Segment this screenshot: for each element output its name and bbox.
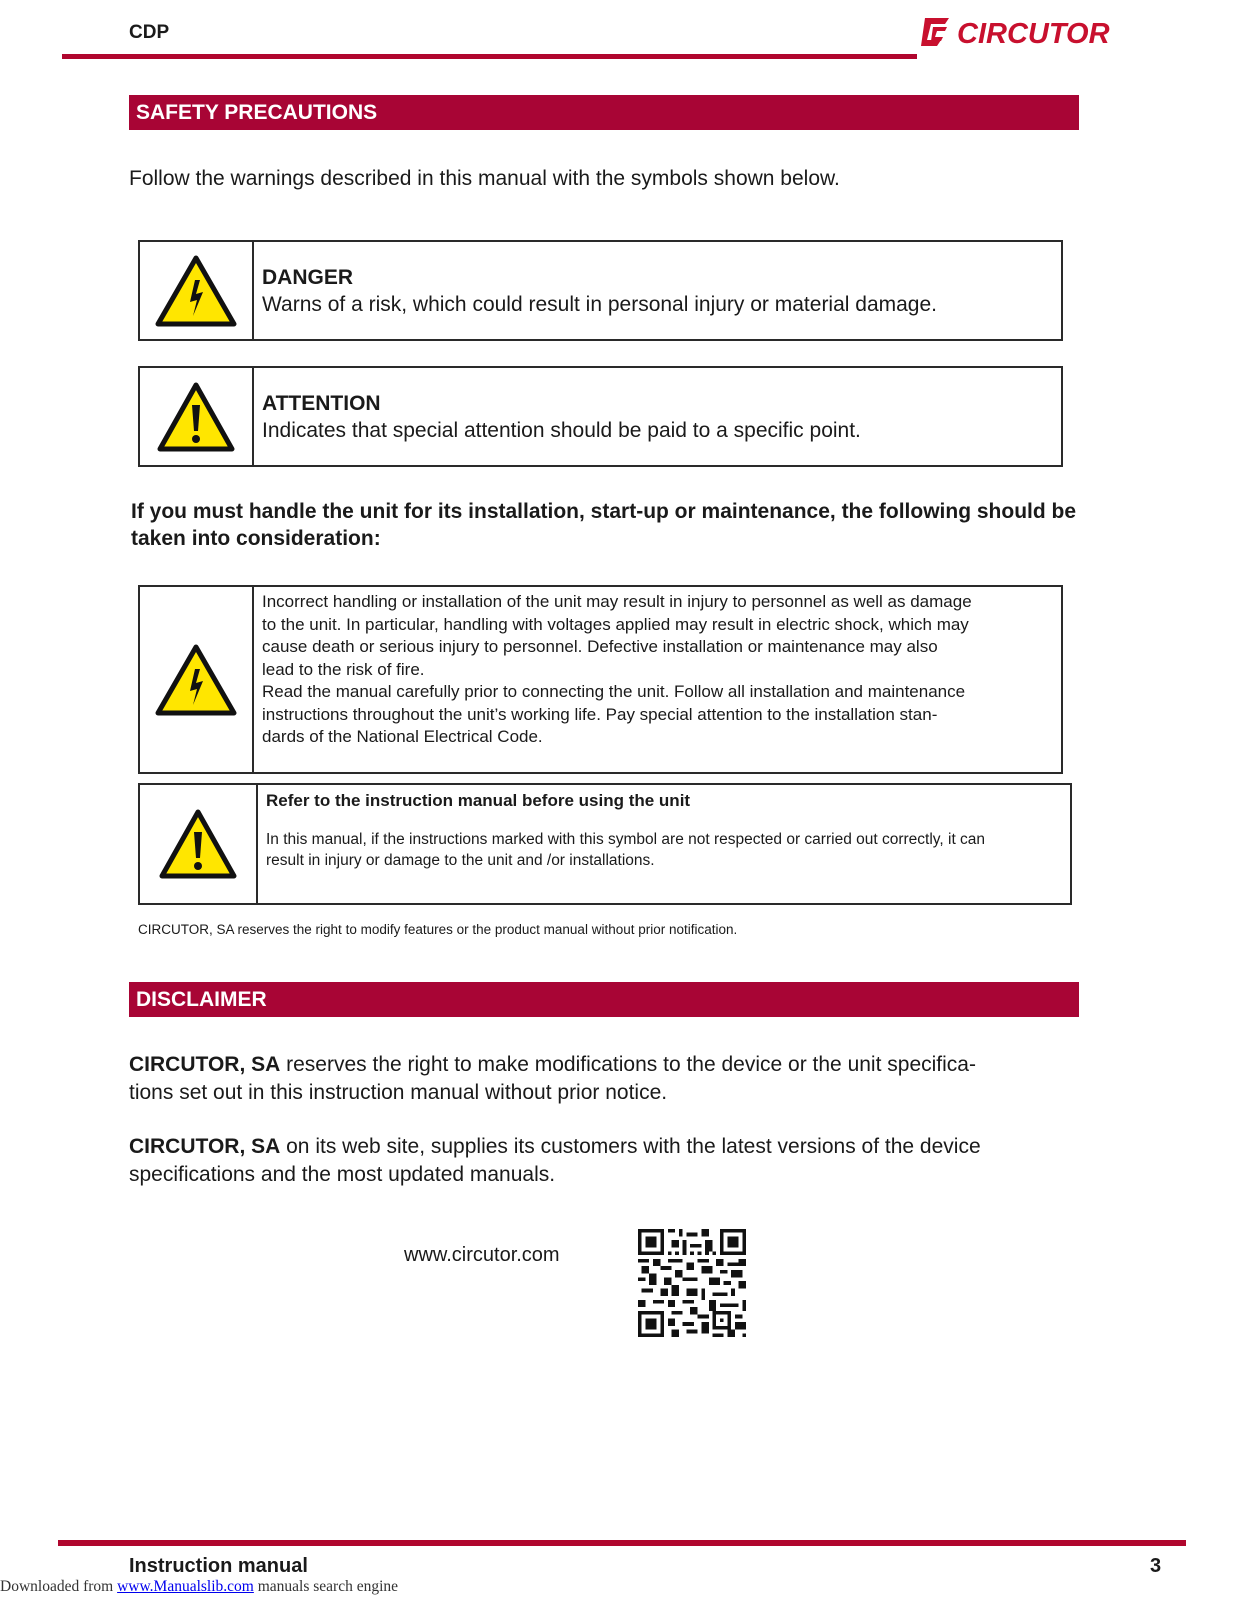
section-heading-safety: SAFETY PRECAUTIONS	[129, 95, 1079, 130]
electrical-hazard-icon	[155, 254, 237, 328]
warning-exclamation-icon	[159, 808, 237, 880]
document-code: CDP	[129, 22, 170, 43]
download-suffix: manuals search engine	[253, 1578, 399, 1595]
page-number: 3	[1150, 1555, 1162, 1577]
warning-line: Read the manual carefully prior to connecting the unit. Follow all installation and maintenance	[262, 682, 966, 701]
svg-text:CIRCUTOR: CIRCUTOR	[957, 18, 1110, 50]
refer-manual-icon-cell	[140, 785, 258, 903]
danger-symbol-box	[138, 240, 1063, 341]
disclaimer-paragraph-1	[129, 1051, 1089, 1106]
footer-divider	[58, 1540, 1186, 1546]
circutor-logo	[919, 10, 1129, 52]
safety-intro: Follow the warnings described in this manual with the symbols shown below.	[129, 167, 840, 190]
refer-manual-title: Refer to the instruction manual before using the unit	[266, 791, 691, 810]
manualslib-link[interactable]: www.Manualslib.com	[117, 1578, 254, 1595]
company-name: CIRCUTOR, SA	[129, 1135, 281, 1158]
refer-manual-text-cell	[258, 785, 1070, 903]
attention-icon-cell	[140, 368, 254, 465]
attention-text-cell	[254, 368, 1061, 465]
disclaimer-line	[129, 1051, 1089, 1079]
download-prefix: Downloaded from	[0, 1578, 118, 1595]
warning-exclamation-icon	[157, 381, 235, 453]
website-link[interactable]: www.circutor.com	[404, 1244, 560, 1266]
danger-title: DANGER	[262, 266, 354, 289]
disclaimer-line: specifications and the most updated manuals.	[129, 1162, 556, 1186]
warning-line: to the unit. In particular, handling with voltages applied may result in electric shock, which may	[262, 614, 969, 634]
danger-description: Warns of a risk, which could result in personal injury or material damage.	[262, 293, 938, 316]
company-name: CIRCUTOR, SA	[129, 1053, 281, 1076]
disclaimer-line	[129, 1133, 1089, 1161]
header-divider	[62, 54, 917, 59]
footer-document-type: Instruction manual	[129, 1555, 308, 1577]
disclaimer-paragraph-2	[129, 1133, 1089, 1188]
electrical-warning-box	[138, 585, 1063, 774]
warning-line: lead to the risk of fire.	[262, 659, 425, 679]
disclaimer-line: tions set out in this instruction manual without prior notice.	[129, 1080, 668, 1104]
electrical-warning-text	[254, 587, 1061, 772]
warning-line: Incorrect handling or installation of the unit may result in injury to personnel as well as damage	[262, 592, 972, 611]
electrical-hazard-icon	[155, 643, 237, 717]
electrical-warning-icon-cell	[140, 587, 254, 772]
qr-code	[638, 1229, 746, 1337]
danger-text-cell	[254, 242, 1061, 339]
warning-line: instructions throughout the unit’s working life. Pay special attention to the installation stan-	[262, 704, 938, 724]
attention-symbol-box	[138, 366, 1063, 467]
refer-manual-description	[266, 829, 1070, 871]
attention-title: ATTENTION	[262, 392, 381, 415]
section-heading-disclaimer: DISCLAIMER	[129, 982, 1079, 1017]
reserve-note: CIRCUTOR, SA reserves the right to modify features or the product manual without prior notification.	[138, 922, 738, 937]
refer-manual-box	[138, 783, 1072, 905]
handling-note: If you must handle the unit for its installation, start-up or maintenance, the following should be taken into consideration:	[131, 500, 1077, 550]
danger-icon-cell	[140, 242, 254, 339]
attention-description: Indicates that special attention should be paid to a specific point.	[262, 419, 861, 442]
disclaimer-text: on its web site, supplies its customers with the latest versions of the device	[280, 1135, 981, 1158]
warning-line: dards of the National Electrical Code.	[262, 727, 543, 746]
warning-line: cause death or serious injury to personnel. Defective installation or maintenance may also	[262, 637, 938, 656]
refer-line: result in injury or damage to the unit and /or installations.	[266, 852, 655, 869]
circutor-logo-mark	[921, 18, 949, 46]
refer-line: In this manual, if the instructions marked with this symbol are not respected or carried out correctly, it can	[266, 831, 986, 848]
download-credit	[0, 1578, 398, 1596]
disclaimer-text: reserves the right to make modifications to the device or the unit specifica-	[280, 1053, 976, 1076]
